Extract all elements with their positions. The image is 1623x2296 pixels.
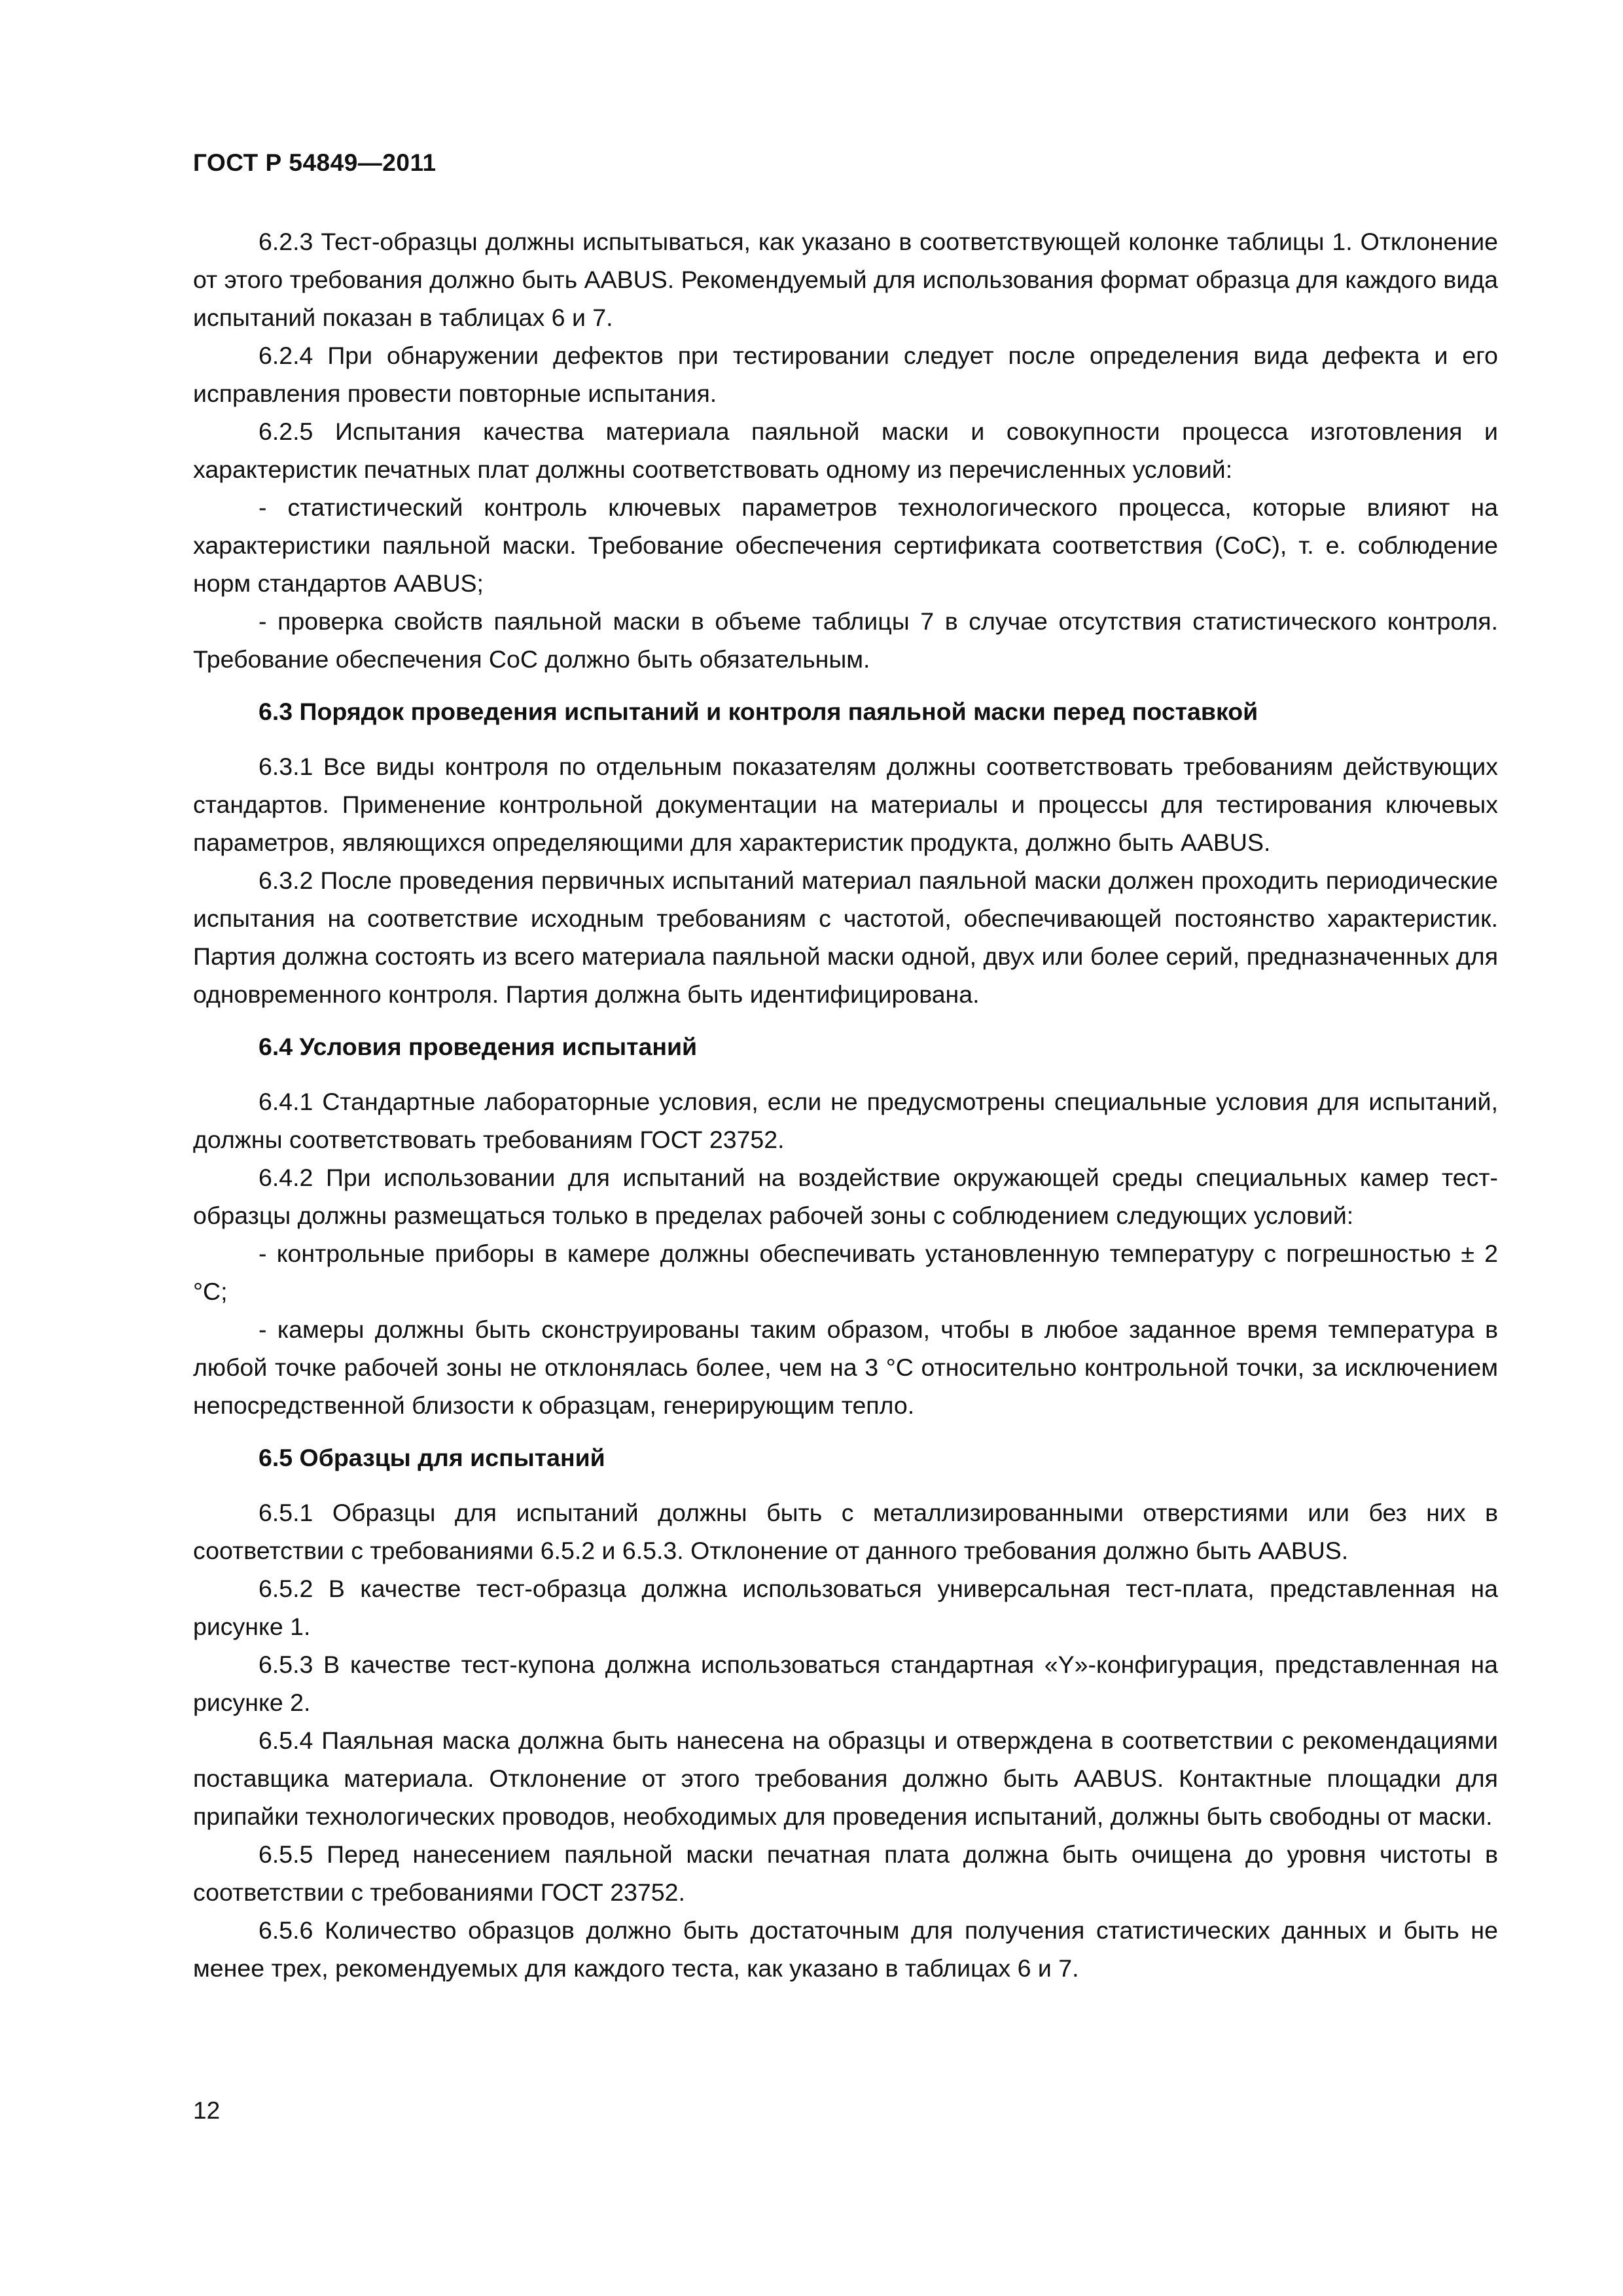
paragraph: - проверка свойств паяльной маски в объеме таблицы 7 в случае отсутствия статистического контроля. Требование обеспечения CoC должно быть обязательным. <box>193 607 1498 673</box>
paragraph: 6.2.4 При обнаружении дефектов при тестировании следует после определения вида дефекта и его исправления провести повторные испытания. <box>193 342 1498 407</box>
paragraph: 6.5.6 Количество образцов должно быть достаточным для получения статистических данных и быть не менее трех, рекомендуемых для каждого теста, как указано в таблицах 6 и 7. <box>193 1916 1498 1982</box>
section-heading: 6.3 Порядок проведения испытаний и контроля паяльной маски перед поставкой <box>259 698 1258 725</box>
paragraph: 6.5.1 Образцы для испытаний должны быть с металлизированными отверстиями или без них в соответствии с требованиями 6.5.2 и 6.5.3. Отклонение от данного требования должно быть AABUS. <box>193 1499 1498 1564</box>
paragraph: 6.3.2 После проведения первичных испытаний материал паяльной маски должен проходить периодические испытания на соответствие исходным требованиям с частотой, обеспечивающей постоянство характеристик. Партия должна состоять из всего материала паяльной маски одной, двух или более серий, предназначенных для одновременного контроля. Партия должна быть идентифицирована. <box>193 867 1498 1008</box>
section-heading: 6.4 Условия проведения испытаний <box>259 1033 698 1060</box>
paragraph: 6.2.5 Испытания качества материала паяльной маски и совокупности процесса изготовления и характеристик печатных плат должны соответствовать одному из перечисленных условий: <box>193 418 1498 483</box>
document-body <box>193 223 1498 1987</box>
paragraph: 6.3.1 Все виды контроля по отдельным показателям должны соответствовать требованиям действующих стандартов. Применение контрольной документации на материалы и процессы для тестирования ключевых параметров, являющихся определяющими для характеристик продукта, должно быть AABUS. <box>193 753 1498 856</box>
paragraph: 6.4.1 Стандартные лабораторные условия, если не предусмотрены специальные условия для испытаний, должны соответствовать требованиям ГОСТ 23752. <box>193 1088 1498 1153</box>
page-number: 12 <box>193 2097 221 2124</box>
paragraph: 6.4.2 При использовании для испытаний на воздействие окружающей среды специальных камер тест-образцы должны размещаться только в пределах рабочей зоны с соблюдением следующих условий: <box>193 1164 1498 1229</box>
paragraph: - статистический контроль ключевых параметров технологического процесса, которые влияют на характеристики паяльной маски. Требование обеспечения сертификата соответствия (CoC), т. е. соблюдение норм стандартов AABUS; <box>193 493 1498 597</box>
paragraph: 6.5.4 Паяльная маска должна быть нанесена на образцы и отверждена в соответствии с рекомендациями поставщика материала. Отклонение от этого требования должно быть AABUS. Контактные площадки для припайки технологических проводов, необходимых для проведения испытаний, должны быть свободны от маски. <box>193 1727 1498 1830</box>
paragraph: 6.2.3 Тест-образцы должны испытываться, как указано в соответствующей колонке таблицы 1. Отклонение от этого требования должно быть AABUS. Рекомендуемый для использования формат образца для каждого вида испытаний показан в таблицах 6 и 7. <box>193 228 1499 331</box>
paragraph: 6.5.3 В качестве тест-купона должна использоваться стандартная «Y»-конфигурация, представленная на рисунке 2. <box>193 1651 1498 1716</box>
paragraph: - контрольные приборы в камере должны обеспечивать установленную температуру с погрешностью ± 2 °С; <box>193 1240 1498 1305</box>
paragraph: 6.5.2 В качестве тест-образца должна использоваться универсальная тест-плата, представленная на рисунке 1. <box>193 1575 1498 1640</box>
paragraph: 6.5.5 Перед нанесением паяльной маски печатная плата должна быть очищена до уровня чистоты в соответствии с требованиями ГОСТ 23752. <box>193 1840 1498 1906</box>
document-header: ГОСТ Р 54849—2011 <box>193 149 437 176</box>
section-heading: 6.5 Образцы для испытаний <box>259 1444 605 1471</box>
paragraph: - камеры должны быть сконструированы таким образом, чтобы в любое заданное время температура в любой точке рабочей зоны не отклонялась более, чем на 3 °С относительно контрольной точки, за исключением непосредственной близости к образцам, генерирующим тепло. <box>193 1316 1498 1419</box>
